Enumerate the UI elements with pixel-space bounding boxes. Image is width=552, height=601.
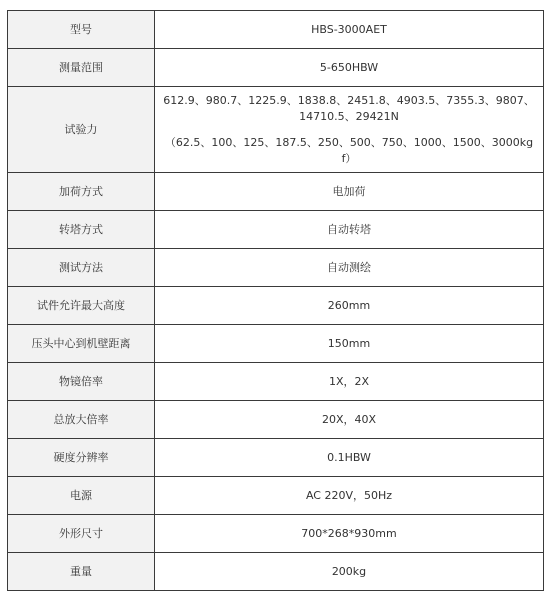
row-value-total-magnification: 20X，40X xyxy=(155,401,544,439)
row-label-objective-magnification: 物镜倍率 xyxy=(8,363,155,401)
row-label-measure-range: 测量范围 xyxy=(8,49,155,87)
row-label-total-magnification: 总放大倍率 xyxy=(8,401,155,439)
row-value-test-force xyxy=(155,87,544,173)
row-label-weight: 重量 xyxy=(8,553,155,591)
row-label-power: 电源 xyxy=(8,477,155,515)
row-value-turret-method: 自动转塔 xyxy=(155,211,544,249)
table-row xyxy=(8,363,544,401)
row-label-indenter-distance: 压头中心到机壁距离 xyxy=(8,325,155,363)
row-value-loading-method: 电加荷 xyxy=(155,173,544,211)
row-value-weight: 200kg xyxy=(155,553,544,591)
row-value-hardness-resolution: 0.1HBW xyxy=(155,439,544,477)
row-label-max-height: 试件允许最大高度 xyxy=(8,287,155,325)
table-row xyxy=(8,401,544,439)
row-value-test-method: 自动测绘 xyxy=(155,249,544,287)
line-gap xyxy=(161,125,537,135)
row-label-test-force: 试验力 xyxy=(8,87,155,173)
table-row xyxy=(8,49,544,87)
test-force-kgf: （62.5、100、125、187.5、250、500、750、1000、1500、3000kgf） xyxy=(164,135,534,165)
row-label-model: 型号 xyxy=(8,11,155,49)
row-label-turret-method: 转塔方式 xyxy=(8,211,155,249)
table-row xyxy=(8,287,544,325)
row-label-loading-method: 加荷方式 xyxy=(8,173,155,211)
row-value-model: HBS-3000AET xyxy=(155,11,544,49)
table-row xyxy=(8,553,544,591)
row-value-power: AC 220V，50Hz xyxy=(155,477,544,515)
row-label-dimensions: 外形尺寸 xyxy=(8,515,155,553)
row-value-dimensions: 700*268*930mm xyxy=(155,515,544,553)
table-row xyxy=(8,325,544,363)
row-value-indenter-distance: 150mm xyxy=(155,325,544,363)
table-row xyxy=(8,477,544,515)
row-label-test-method: 测试方法 xyxy=(8,249,155,287)
spec-table xyxy=(7,10,544,591)
row-value-measure-range: 5-650HBW xyxy=(155,49,544,87)
table-row xyxy=(8,211,544,249)
table-row xyxy=(8,439,544,477)
row-value-objective-magnification: 1X，2X xyxy=(155,363,544,401)
table-row xyxy=(8,249,544,287)
table-row xyxy=(8,11,544,49)
table-row xyxy=(8,173,544,211)
test-force-newton: 612.9、980.7、1225.9、1838.8、2451.8、4903.5、7355.3、9807、14710.5、29421N xyxy=(163,93,535,123)
table-row xyxy=(8,87,544,173)
row-value-max-height: 260mm xyxy=(155,287,544,325)
row-label-hardness-resolution: 硬度分辨率 xyxy=(8,439,155,477)
table-row xyxy=(8,515,544,553)
